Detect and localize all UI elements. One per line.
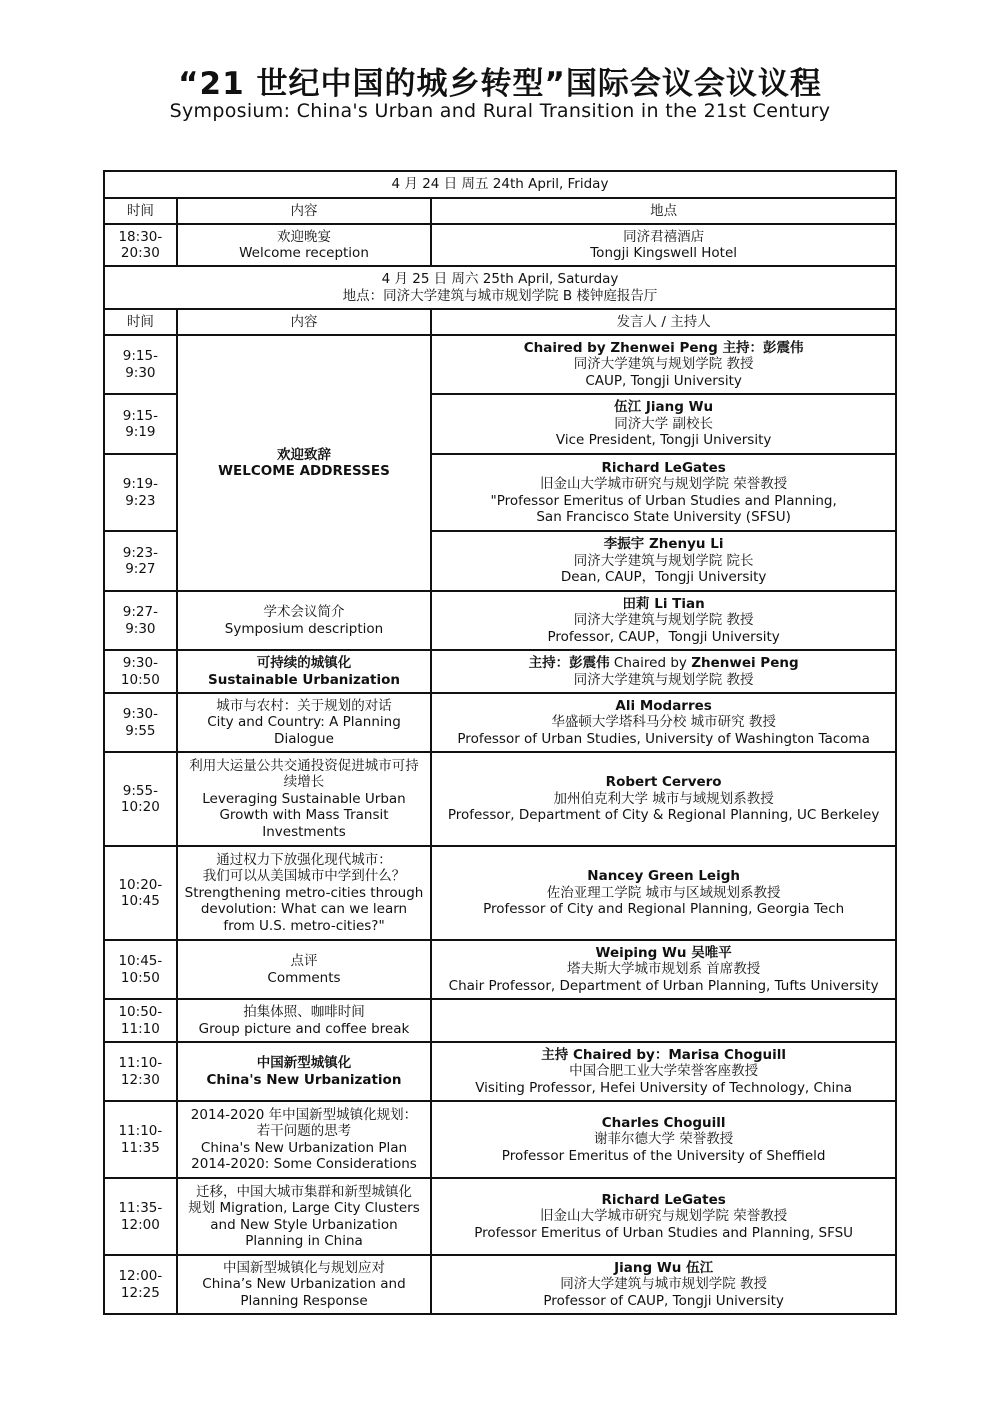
time-cell (104, 335, 177, 394)
speaker-cell (431, 1178, 896, 1255)
agenda-row (104, 1101, 896, 1178)
content-cell (177, 1178, 432, 1255)
welcome-addresses-cell-line: WELCOME ADDRESSES (218, 463, 390, 479)
day1-column-header-row (104, 198, 896, 224)
time-cell-line: 9:30- (122, 655, 158, 671)
time-cell (104, 846, 177, 940)
agenda-row (104, 940, 896, 999)
content-cell-line: 欢迎晚宴 (276, 228, 331, 245)
agenda-row (104, 1042, 896, 1101)
content-cell-line: 中国新型城镇化与规划应对 (222, 1259, 385, 1276)
location-cell-line: 同济君禧酒店 (623, 228, 705, 245)
welcome-addresses-cell-line: 欢迎致辞 (276, 446, 331, 463)
speaker-cell-line: Professor Emeritus of the University of Sheffield (501, 1147, 826, 1164)
welcome-addresses-cell (177, 335, 432, 591)
content-cell-line: Investments (262, 823, 346, 840)
time-cell-line: 10:45 (120, 893, 160, 909)
speaker-cell-line: 塔夫斯大学城市规划系 首席教授 (566, 961, 761, 978)
speaker-cell-line: San Francisco State University (SFSU) (536, 509, 791, 525)
time-cell-line: 10:50 (120, 671, 160, 688)
content-cell-line: from U.S. metro-cities?" (223, 917, 385, 934)
speaker-cell-line: Robert Cervero (605, 774, 722, 791)
speaker-cell-line: Weiping Wu 吴唯平 (595, 944, 732, 961)
content-cell (177, 693, 432, 752)
day1-heading-row (104, 171, 896, 198)
time-cell-line: 10:20 (120, 799, 160, 815)
col-speaker-header-line: 发言人 / 主持人 (616, 313, 711, 330)
time-cell-line: 18:30- (118, 228, 163, 245)
speaker-cell-line: 同济大学建筑与城市规划学院 教授 (560, 1276, 768, 1293)
speaker-cell-line: Visiting Professor, Hefei University of Technology, China (475, 1079, 853, 1096)
speaker-cell-line: 加州伯克利大学 城市与域规划系教授 (553, 790, 774, 807)
content-cell-line: 拍集体照、咖啡时间 (243, 1004, 365, 1020)
content-cell-line: City and Country: A Planning (207, 714, 401, 731)
speaker-cell (431, 650, 896, 693)
agenda-row (104, 591, 896, 650)
agenda-row (104, 335, 896, 394)
speaker-cell (431, 335, 896, 394)
speaker-cell-line: 同济大学建筑与规划学院 教授 (573, 356, 754, 373)
content-cell-line: 城市与农村：关于规划的对话 (216, 697, 392, 714)
content-cell-line: Growth with Mass Transit (219, 807, 389, 824)
page-subtitle: Symposium: China's Urban and Rural Transition in the 21st Century (169, 100, 831, 122)
time-cell (104, 591, 177, 650)
speaker-cell (431, 940, 896, 999)
col-location-header (431, 198, 896, 224)
content-cell-line: 续增长 (283, 774, 325, 791)
time-cell-line: 11:35- (118, 1200, 163, 1216)
speaker-cell-line: 李振宇 Zhenyu Li (603, 536, 724, 553)
content-cell-line: 点评 (290, 953, 318, 969)
content-cell (177, 1101, 432, 1178)
day2-column-header-row (104, 309, 896, 335)
content-cell-line: China's New Urbanization Plan (200, 1139, 408, 1156)
speaker-cell-line: Professor, CAUP，Tongji University (547, 628, 780, 645)
speaker-cell-line: 佐治亚理工学院 城市与区域规划系教授 (546, 884, 781, 901)
col-content-header (177, 309, 432, 335)
speaker-cell (431, 693, 896, 752)
time-cell-line: 9:27-9:30 (122, 604, 158, 637)
content-cell (177, 591, 432, 650)
speaker-cell (431, 752, 896, 846)
time-cell (104, 1255, 177, 1314)
time-cell-line: 9:15-9:30 (122, 348, 158, 381)
page-title: “21 世纪中国的城乡转型”国际会议会议议程 (178, 66, 822, 102)
content-cell (177, 224, 432, 266)
time-cell (104, 752, 177, 846)
speaker-cell-line: Vice President, Tongji University (555, 432, 772, 449)
content-cell (177, 1255, 432, 1314)
content-cell-line: Planning in China (245, 1233, 363, 1249)
speaker-cell-line: 旧金山大学城市研究与规划学院 荣誉教授 (539, 1208, 788, 1225)
speaker-cell-line: Nancey Green Leigh (587, 868, 740, 885)
speaker-cell-line: Charles Choguill (601, 1114, 726, 1131)
speaker-cell (431, 999, 896, 1042)
time-cell-line: 12:30 (120, 1071, 160, 1088)
content-cell-line: Group picture and coffee break (198, 1020, 410, 1037)
time-cell (104, 650, 177, 693)
speaker-cell-line: 中国合肥工业大学荣誉客座教授 (569, 1063, 759, 1080)
content-cell (177, 1042, 432, 1101)
time-cell (104, 454, 177, 531)
day2-heading-row (104, 266, 896, 309)
speaker-cell (431, 394, 896, 454)
content-cell (177, 999, 432, 1042)
speaker-cell-line: Richard LeGates (601, 459, 726, 476)
agenda-table (103, 170, 897, 1315)
content-cell-line: Strengthening metro-cities through (184, 884, 424, 901)
col-location-header-line: 地点 (650, 202, 678, 219)
speaker-cell-line: Professor Emeritus of Urban Studies and Planning, SFSU (474, 1224, 854, 1241)
speaker-cell-line: Richard LeGates (601, 1191, 726, 1208)
speaker-cell (431, 454, 896, 531)
time-cell-line: 10:20- (118, 876, 163, 893)
speaker-cell-line: Chair Professor, Department of Urban Planning, Tufts University (448, 977, 879, 994)
day1-row (104, 224, 896, 266)
content-cell-line: 我们可以从美国城市中学到什么？ (202, 868, 406, 885)
speaker-cell-line: 田莉 Li Tian (622, 595, 705, 612)
time-cell (104, 1178, 177, 1255)
content-cell-line: Sustainable Urbanization (207, 671, 400, 688)
content-cell-line: Symposium description (224, 620, 384, 637)
time-cell (104, 1042, 177, 1101)
speaker-cell-line: 同济大学建筑与规划学院 教授 (573, 671, 754, 688)
time-cell (104, 940, 177, 999)
time-cell-line: 10:50 (120, 969, 160, 986)
speaker-cell-line: 谢菲尔德大学 荣誉教授 (593, 1131, 734, 1148)
agenda-row (104, 693, 896, 752)
content-cell-line: Planning Response (240, 1292, 368, 1309)
day2-heading (104, 266, 896, 309)
content-cell-line: China's New Urbanization (206, 1071, 402, 1088)
content-cell-line: 2014-2020: Some Considerations (191, 1156, 417, 1172)
speaker-cell-line: CAUP, Tongji University (585, 372, 742, 389)
time-cell-line: 11:10 (120, 1020, 160, 1037)
agenda-row (104, 752, 896, 846)
speaker-cell-line: 主持：彭震伟 Chaired by Zhenwei Peng (528, 655, 799, 671)
speaker-cell-line: 同济大学建筑与规划学院 教授 (573, 612, 754, 629)
speaker-cell-line: 旧金山大学城市研究与规划学院 荣誉教授 (539, 476, 788, 492)
location-cell-line: Tongji Kingswell Hotel (590, 245, 738, 261)
time-cell (104, 394, 177, 454)
time-cell-line: 20:30 (120, 245, 160, 261)
time-cell (104, 693, 177, 752)
speaker-cell-line: 华盛顿大学塔科马分校 城市研究 教授 (551, 714, 776, 731)
col-time-header-line: 时间 (126, 202, 154, 219)
speaker-cell (431, 1042, 896, 1101)
speaker-cell-line: Chaired by Zhenwei Peng 主持：彭震伟 (523, 339, 804, 356)
speaker-cell-line: Professor, Department of City & Regional Planning, UC Berkeley (447, 807, 880, 824)
col-content-header-line: 内容 (290, 202, 318, 219)
content-cell-line: 2014-2020 年中国新型城镇化规划： (190, 1106, 418, 1123)
content-cell-line: 迁移，中国大城市集群和新型城镇化 (195, 1183, 412, 1200)
time-cell-line: 9:15-9:19 (122, 407, 158, 440)
col-time-header (104, 309, 177, 335)
day2-heading-line: 地点：同济大学建筑与城市规划学院 B 楼钟庭报告厅 (342, 287, 658, 304)
content-cell-line: and New Style Urbanization (210, 1216, 398, 1233)
time-cell (104, 999, 177, 1042)
time-cell-line: 12:00 (120, 1216, 160, 1233)
time-cell-line: 10:50- (118, 1004, 163, 1020)
speaker-cell-line: "Professor Emeritus of Urban Studies and Planning, (490, 492, 837, 509)
agenda-row (104, 999, 896, 1042)
time-cell (104, 224, 177, 266)
content-cell-line: 可持续的城镇化 (256, 655, 352, 671)
day1-heading (104, 171, 896, 198)
speaker-cell (431, 1255, 896, 1314)
content-cell-line: 学术会议简介 (263, 604, 345, 620)
agenda-row (104, 650, 896, 693)
speaker-cell-line: Ali Modarres (615, 697, 712, 714)
agenda-row (104, 1178, 896, 1255)
agenda-row (104, 846, 896, 940)
col-time-header (104, 198, 177, 224)
day2-heading-line: 4 月 25 日 周六 25th April, Saturday (381, 271, 619, 287)
content-cell-line: 通过权力下放强化现代城市： (216, 851, 392, 868)
day1-heading-line: 4 月 24 日 周五 24th April, Friday (391, 176, 609, 193)
content-cell-line: Comments (267, 969, 341, 986)
time-cell-line: 9:55- (122, 782, 158, 799)
speaker-cell-line: Professor of City and Regional Planning, Georgia Tech (483, 901, 845, 918)
time-cell (104, 531, 177, 591)
speaker-cell-line: 伍江 Jiang Wu (614, 399, 714, 416)
content-cell-line: devolution: What can we learn (200, 901, 408, 918)
speaker-cell (431, 1101, 896, 1178)
time-cell-line: 12:25 (120, 1284, 160, 1301)
content-cell-line: 中国新型城镇化 (256, 1055, 352, 1071)
speaker-cell-line: 同济大学建筑与规划学院 院长 (573, 552, 754, 569)
time-cell-line: 11:10- (118, 1123, 163, 1139)
time-cell-line: 9:23-9:27 (122, 544, 158, 577)
content-cell (177, 940, 432, 999)
time-cell-line: 11:10- (118, 1055, 163, 1071)
speaker-cell-line: Professor of CAUP, Tongji University (543, 1292, 784, 1309)
speaker-cell-line: 主持 Chaired by：Marisa Choguill (541, 1046, 786, 1063)
content-cell-line: 规划 Migration, Large City Clusters (188, 1200, 420, 1216)
time-cell-line: 11:35 (120, 1139, 160, 1156)
time-cell-line: 12:00- (118, 1268, 163, 1284)
agenda-row (104, 1255, 896, 1314)
speaker-cell (431, 531, 896, 591)
content-cell (177, 752, 432, 846)
col-speaker-header (431, 309, 896, 335)
time-cell-line: 9:19-9:23 (122, 476, 158, 509)
content-cell-line: 若干问题的思考 (256, 1123, 352, 1139)
speaker-cell-line: Jiang Wu 伍江 (614, 1259, 714, 1276)
col-content-header (177, 198, 432, 224)
speaker-cell-line: Dean, CAUP，Tongji University (560, 569, 767, 586)
col-content-header-line: 内容 (290, 313, 318, 330)
speaker-cell (431, 591, 896, 650)
content-cell-line: China’s New Urbanization and (202, 1276, 406, 1293)
time-cell-line: 9:30-9:55 (122, 706, 158, 739)
time-cell-line: 10:45- (118, 953, 163, 969)
content-cell (177, 846, 432, 940)
location-cell (431, 224, 896, 266)
content-cell-line: Leveraging Sustainable Urban (202, 790, 406, 807)
col-time-header-line: 时间 (126, 313, 154, 330)
speaker-cell (431, 846, 896, 940)
content-cell (177, 650, 432, 693)
speaker-cell-line: Professor of Urban Studies, University of Washington Tacoma (457, 730, 870, 747)
speaker-cell-line: 同济大学 副校长 (614, 415, 714, 432)
content-cell-line: Welcome reception (239, 245, 369, 261)
content-cell-line: Dialogue (274, 730, 334, 747)
time-cell (104, 1101, 177, 1178)
content-cell-line: 利用大运量公共交通投资促进城市可持 (189, 757, 419, 774)
